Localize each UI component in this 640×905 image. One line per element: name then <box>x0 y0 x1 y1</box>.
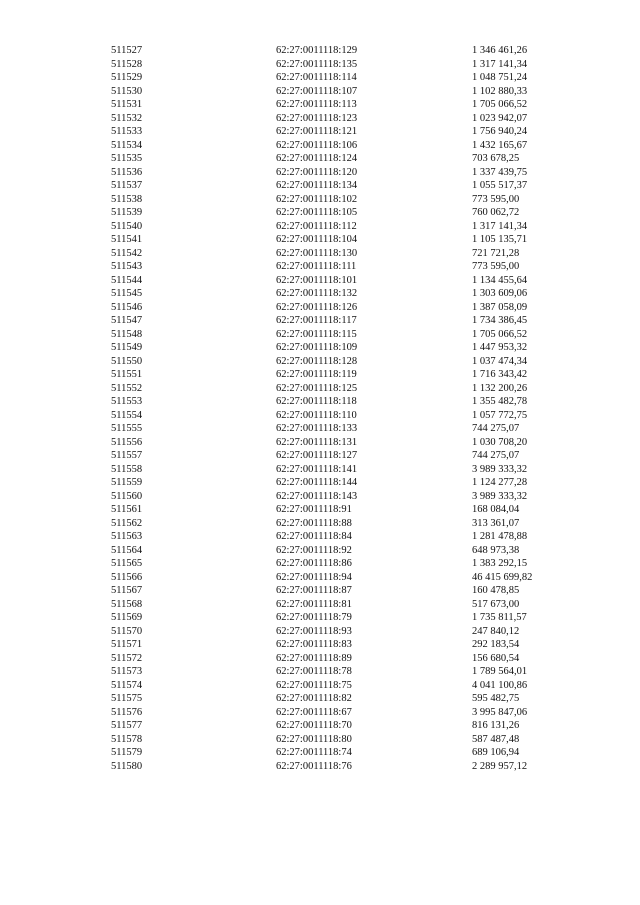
cadastral-number: 62:27:0011118:75 <box>276 679 352 691</box>
row-number: 511549 <box>111 342 143 353</box>
cadastral-number: 62:27:0011118:105 <box>276 207 358 218</box>
cadastral-number: 62:27:0011118:93 <box>276 625 352 637</box>
cadastral-value: 744 275,07 <box>472 450 520 461</box>
cadastral-value: 1 317 141,34 <box>472 58 528 70</box>
table-row <box>0 85 640 99</box>
row-number: 511573 <box>111 666 143 677</box>
table-row <box>0 328 640 342</box>
cadastral-number: 62:27:0011118:144 <box>276 477 358 488</box>
cadastral-value: 1 789 564,01 <box>472 666 528 677</box>
cadastral-value: 1 124 277,28 <box>472 477 528 488</box>
row-number: 511572 <box>111 652 143 664</box>
cadastral-number: 62:27:0011118:141 <box>276 463 358 475</box>
cadastral-value: 247 840,12 <box>472 625 520 637</box>
cadastral-value: 46 415 699,82 <box>472 571 533 583</box>
cadastral-number: 62:27:0011118:88 <box>276 517 352 529</box>
cadastral-number: 62:27:0011118:121 <box>276 126 358 137</box>
cadastral-value: 1 055 517,37 <box>472 180 528 191</box>
row-number: 511561 <box>111 504 143 515</box>
cadastral-number: 62:27:0011118:78 <box>276 666 352 677</box>
cadastral-number: 62:27:0011118:117 <box>276 315 357 326</box>
table-row <box>0 44 640 58</box>
cadastral-number: 62:27:0011118:115 <box>276 328 357 340</box>
table-row <box>0 625 640 639</box>
cadastral-value: 1 383 292,15 <box>472 558 528 569</box>
cadastral-number: 62:27:0011118:81 <box>276 598 352 610</box>
table-row <box>0 368 640 382</box>
row-number: 511552 <box>111 382 143 394</box>
table-row <box>0 557 640 571</box>
cadastral-value: 1 337 439,75 <box>472 166 528 178</box>
cadastral-number: 62:27:0011118:82 <box>276 693 352 704</box>
cadastral-value: 4 041 100,86 <box>472 679 528 691</box>
table-row <box>0 382 640 396</box>
cadastral-value: 2 289 957,12 <box>472 760 528 772</box>
row-number: 511528 <box>111 58 143 70</box>
table-row <box>0 503 640 517</box>
table-row <box>0 98 640 112</box>
cadastral-value: 1 057 772,75 <box>472 409 528 421</box>
cadastral-value: 595 482,75 <box>472 693 520 704</box>
cadastral-value: 160 478,85 <box>472 585 520 596</box>
cadastral-value: 1 134 455,64 <box>472 274 528 286</box>
cadastral-number: 62:27:0011118:130 <box>276 247 358 259</box>
table-row <box>0 490 640 504</box>
row-number: 511554 <box>111 409 143 421</box>
cadastral-value: 517 673,00 <box>472 598 520 610</box>
table-row <box>0 260 640 274</box>
cadastral-value: 1 023 942,07 <box>472 112 528 124</box>
table-row <box>0 71 640 85</box>
row-number: 511536 <box>111 166 143 178</box>
table-row <box>0 247 640 261</box>
table-row <box>0 584 640 598</box>
row-number: 511533 <box>111 126 143 137</box>
table-row <box>0 125 640 139</box>
row-number: 511565 <box>111 558 143 569</box>
cadastral-number: 62:27:0011118:111 <box>276 261 357 272</box>
cadastral-number: 62:27:0011118:112 <box>276 220 357 232</box>
table-row <box>0 652 640 666</box>
table-row <box>0 449 640 463</box>
table-row <box>0 517 640 531</box>
row-number: 511577 <box>111 720 143 731</box>
cadastral-number: 62:27:0011118:86 <box>276 558 352 569</box>
cadastral-number: 62:27:0011118:131 <box>276 436 358 448</box>
cadastral-number: 62:27:0011118:87 <box>276 585 352 596</box>
cadastral-number: 62:27:0011118:67 <box>276 706 352 718</box>
table-row <box>0 341 640 355</box>
cadastral-number: 62:27:0011118:134 <box>276 180 358 191</box>
cadastral-value: 3 995 847,06 <box>472 706 528 718</box>
row-number: 511531 <box>111 99 143 110</box>
table-row <box>0 611 640 625</box>
table-row <box>0 530 640 544</box>
cadastral-number: 62:27:0011118:132 <box>276 288 358 299</box>
cadastral-number: 62:27:0011118:84 <box>276 531 352 542</box>
cadastral-number: 62:27:0011118:92 <box>276 544 352 556</box>
row-number: 511556 <box>111 436 143 448</box>
row-number: 511564 <box>111 544 143 556</box>
row-number: 511562 <box>111 517 143 529</box>
row-number: 511555 <box>111 423 143 434</box>
cadastral-value: 1 048 751,24 <box>472 72 528 83</box>
cadastral-number: 62:27:0011118:110 <box>276 409 357 421</box>
table-row <box>0 746 640 760</box>
row-number: 511530 <box>111 85 143 97</box>
cadastral-value: 703 678,25 <box>472 153 520 164</box>
table-row <box>0 476 640 490</box>
cadastral-value: 1 030 708,20 <box>472 436 528 448</box>
cadastral-number: 62:27:0011118:133 <box>276 423 358 434</box>
cadastral-number: 62:27:0011118:128 <box>276 355 358 367</box>
table-row <box>0 436 640 450</box>
cadastral-value: 689 106,94 <box>472 747 520 758</box>
row-number: 511558 <box>111 463 143 475</box>
table-row <box>0 463 640 477</box>
cadastral-value: 1 705 066,52 <box>472 99 528 110</box>
cadastral-number: 62:27:0011118:80 <box>276 733 352 745</box>
cadastral-number: 62:27:0011118:135 <box>276 58 358 70</box>
row-number: 511540 <box>111 220 143 232</box>
table-row <box>0 679 640 693</box>
row-number: 511543 <box>111 261 143 272</box>
row-number: 511566 <box>111 571 143 583</box>
row-number: 511539 <box>111 207 143 218</box>
cadastral-number: 62:27:0011118:126 <box>276 301 358 313</box>
row-number: 511541 <box>111 234 143 245</box>
cadastral-value: 773 595,00 <box>472 261 520 272</box>
cadastral-number: 62:27:0011118:74 <box>276 747 352 758</box>
row-number: 511571 <box>111 639 143 650</box>
cadastral-number: 62:27:0011118:113 <box>276 99 357 110</box>
cadastral-value: 1 735 811,57 <box>472 612 527 623</box>
cadastral-value: 587 487,48 <box>472 733 520 745</box>
table-row <box>0 166 640 180</box>
table-row <box>0 314 640 328</box>
row-number: 511569 <box>111 612 143 623</box>
row-number: 511568 <box>111 598 143 610</box>
row-number: 511547 <box>111 315 143 326</box>
table-row <box>0 409 640 423</box>
cadastral-value: 1 102 880,33 <box>472 85 528 97</box>
row-number: 511537 <box>111 180 143 191</box>
row-number: 511534 <box>111 139 143 151</box>
cadastral-value: 816 131,26 <box>472 720 520 731</box>
table-row <box>0 152 640 166</box>
cadastral-value: 1 037 474,34 <box>472 355 528 367</box>
table-row <box>0 422 640 436</box>
row-number: 511544 <box>111 274 143 286</box>
row-number: 511575 <box>111 693 143 704</box>
cadastral-value: 744 275,07 <box>472 423 520 434</box>
cadastral-value: 773 595,00 <box>472 193 520 205</box>
cadastral-value-table <box>0 44 640 773</box>
cadastral-value: 1 346 461,26 <box>472 45 528 56</box>
cadastral-value: 3 989 333,32 <box>472 490 528 502</box>
table-row <box>0 139 640 153</box>
cadastral-number: 62:27:0011118:114 <box>276 72 357 83</box>
cadastral-value: 760 062,72 <box>472 207 520 218</box>
cadastral-number: 62:27:0011118:124 <box>276 153 358 164</box>
cadastral-number: 62:27:0011118:101 <box>276 274 358 286</box>
row-number: 511548 <box>111 328 143 340</box>
table-row <box>0 706 640 720</box>
cadastral-value: 1 447 953,32 <box>472 342 528 353</box>
row-number: 511527 <box>111 45 143 56</box>
row-number: 511529 <box>111 72 143 83</box>
table-row <box>0 665 640 679</box>
row-number: 511559 <box>111 477 143 488</box>
cadastral-number: 62:27:0011118:76 <box>276 760 352 772</box>
cadastral-number: 62:27:0011118:143 <box>276 490 358 502</box>
cadastral-number: 62:27:0011118:123 <box>276 112 358 124</box>
cadastral-value: 313 361,07 <box>472 517 520 529</box>
table-row <box>0 287 640 301</box>
cadastral-value: 1 756 940,24 <box>472 126 528 137</box>
cadastral-value: 1 432 165,67 <box>472 139 528 151</box>
cadastral-number: 62:27:0011118:89 <box>276 652 352 664</box>
row-number: 511563 <box>111 531 143 542</box>
row-number: 511570 <box>111 625 143 637</box>
cadastral-number: 62:27:0011118:120 <box>276 166 358 178</box>
cadastral-value: 1 355 482,78 <box>472 396 528 407</box>
cadastral-number: 62:27:0011118:106 <box>276 139 358 151</box>
table-row <box>0 760 640 774</box>
cadastral-value: 292 183,54 <box>472 639 520 650</box>
table-row <box>0 544 640 558</box>
cadastral-number: 62:27:0011118:104 <box>276 234 358 245</box>
cadastral-number: 62:27:0011118:70 <box>276 720 352 731</box>
row-number: 511580 <box>111 760 143 772</box>
row-number: 511576 <box>111 706 143 718</box>
row-number: 511532 <box>111 112 143 124</box>
table-row <box>0 355 640 369</box>
cadastral-number: 62:27:0011118:91 <box>276 504 352 515</box>
cadastral-value: 1 281 478,88 <box>472 531 528 542</box>
cadastral-number: 62:27:0011118:94 <box>276 571 352 583</box>
row-number: 511550 <box>111 355 143 367</box>
table-row <box>0 179 640 193</box>
row-number: 511546 <box>111 301 143 313</box>
cadastral-value: 1 132 200,26 <box>472 382 528 394</box>
cadastral-number: 62:27:0011118:127 <box>276 450 358 461</box>
cadastral-value: 1 317 141,34 <box>472 220 528 232</box>
cadastral-value: 1 105 135,71 <box>472 234 528 245</box>
row-number: 511553 <box>111 396 143 407</box>
cadastral-number: 62:27:0011118:129 <box>276 45 358 56</box>
table-row <box>0 206 640 220</box>
cadastral-value: 3 989 333,32 <box>472 463 528 475</box>
table-row <box>0 301 640 315</box>
table-row <box>0 692 640 706</box>
cadastral-number: 62:27:0011118:119 <box>276 369 357 380</box>
row-number: 511557 <box>111 450 143 461</box>
table-row <box>0 274 640 288</box>
cadastral-value: 1 734 386,45 <box>472 315 528 326</box>
cadastral-number: 62:27:0011118:102 <box>276 193 358 205</box>
cadastral-value: 1 303 609,06 <box>472 288 528 299</box>
cadastral-number: 62:27:0011118:118 <box>276 396 357 407</box>
cadastral-value: 156 680,54 <box>472 652 520 664</box>
row-number: 511567 <box>111 585 143 596</box>
table-row <box>0 571 640 585</box>
row-number: 511574 <box>111 679 143 691</box>
cadastral-value: 648 973,38 <box>472 544 520 556</box>
cadastral-number: 62:27:0011118:109 <box>276 342 358 353</box>
row-number: 511542 <box>111 247 143 259</box>
cadastral-number: 62:27:0011118:125 <box>276 382 358 394</box>
cadastral-value: 1 387 058,09 <box>472 301 528 313</box>
table-row <box>0 598 640 612</box>
table-row <box>0 719 640 733</box>
table-row <box>0 193 640 207</box>
cadastral-number: 62:27:0011118:79 <box>276 612 352 623</box>
row-number: 511578 <box>111 733 143 745</box>
cadastral-value: 721 721,28 <box>472 247 520 259</box>
row-number: 511538 <box>111 193 143 205</box>
cadastral-value: 1 716 343,42 <box>472 369 528 380</box>
table-row <box>0 638 640 652</box>
table-row <box>0 733 640 747</box>
row-number: 511579 <box>111 747 143 758</box>
row-number: 511535 <box>111 153 143 164</box>
row-number: 511560 <box>111 490 143 502</box>
row-number: 511545 <box>111 288 143 299</box>
table-row <box>0 395 640 409</box>
table-row <box>0 112 640 126</box>
table-row <box>0 220 640 234</box>
row-number: 511551 <box>111 369 143 380</box>
cadastral-number: 62:27:0011118:83 <box>276 639 352 650</box>
cadastral-number: 62:27:0011118:107 <box>276 85 358 97</box>
table-row <box>0 233 640 247</box>
cadastral-value: 1 705 066,52 <box>472 328 528 340</box>
cadastral-value: 168 084,04 <box>472 504 520 515</box>
table-row <box>0 58 640 72</box>
